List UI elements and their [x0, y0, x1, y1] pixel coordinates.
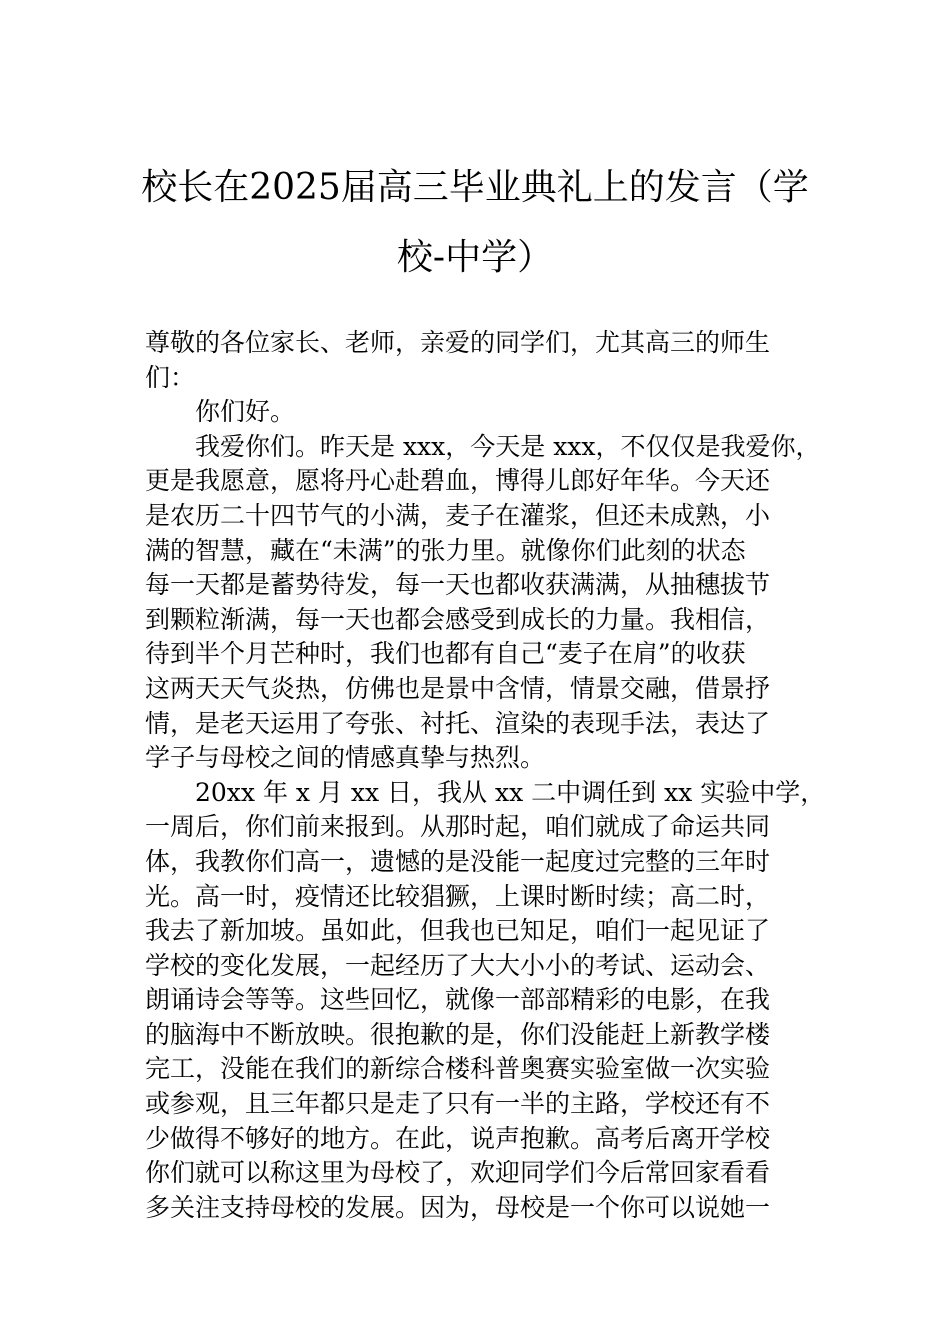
paragraph-line: 尊敬的各位家长、老师，亲爱的同学们，尤其高三的师生 — [145, 328, 771, 357]
paragraph-line: 光。高一时，疫情还比较猖獗，上课时断时续；高二时， — [145, 881, 771, 911]
paragraph-line: 学校的变化发展，一起经历了大大小小的考试、运动会、 — [145, 950, 771, 980]
paragraph-line: 们： — [145, 362, 196, 392]
paragraph-line: 学子与母校之间的情感真挚与热烈。 — [145, 743, 546, 773]
paragraph-line: 我去了新加坡。虽如此，但我也已知足，咱们一起见证了 — [145, 916, 771, 946]
paragraph-line: 多关注支持母校的发展。因为，母校是一个你可以说她一 — [145, 1192, 771, 1222]
title-line-1: 校长在2025届高三毕业典礼上的发言（学 — [141, 167, 809, 208]
paragraph-line: 你们好。 — [195, 397, 296, 427]
paragraph-line: 你们就可以称这里为母校了，欢迎同学们今后常回家看看 — [145, 1158, 771, 1188]
paragraph-line: 的脑海中不断放映。很抱歉的是，你们没能赶上新教学楼 — [145, 1019, 771, 1049]
paragraph-line: 完工，没能在我们的新综合楼科普奥赛实验室做一次实验 — [145, 1054, 771, 1084]
paragraph-line: 是农历二十四节气的小满，麦子在灌浆，但还未成熟，小 — [145, 500, 771, 530]
paragraph-line: 每一天都是蓄势待发，每一天也都收获满满，从抽穗拔节 — [145, 570, 771, 600]
paragraph-line: 更是我愿意，愿将丹心赴碧血，博得儿郎好年华。今天还 — [145, 466, 771, 496]
paragraph-line: 情，是老天运用了夸张、衬托、渲染的表现手法，表达了 — [145, 708, 771, 738]
paragraph-line: 这两天天气炎热，仿佛也是景中含情，情景交融，借景抒 — [145, 673, 771, 703]
paragraph-line: 体，我教你们高一，遗憾的是没能一起度过完整的三年时 — [145, 846, 771, 876]
paragraph-line: 或参观，且三年都只是走了只有一半的主路，学校还有不 — [145, 1089, 771, 1119]
paragraph-line: 待到半个月芒种时，我们也都有自己“麦子在肩”的收获 — [145, 639, 746, 669]
paragraph-line: 少做得不够好的地方。在此，说声抱歉。高考后离开学校 — [145, 1123, 771, 1153]
paragraph-line: 一周后，你们前来报到。从那时起，咱们就成了命运共同 — [145, 812, 771, 842]
paragraph-line: 满的智慧，藏在“未满”的张力里。就像你们此刻的状态 — [145, 535, 746, 565]
paragraph-line: 到颗粒渐满，每一天也都会感受到成长的力量。我相信， — [145, 604, 771, 634]
paragraph-line: 我爱你们。昨天是 xxx，今天是 xxx，不仅仅是我爱你， — [195, 431, 821, 461]
document-body — [145, 326, 826, 1225]
document-title — [100, 153, 850, 293]
title-line-2: 校-中学） — [396, 237, 554, 278]
paragraph-line: 朗诵诗会等等。这些回忆，就像一部部精彩的电影，在我 — [145, 985, 771, 1015]
paragraph-line: 20xx 年 x 月 xx 日，我从 xx 二中调任到 xx 实验中学， — [195, 777, 826, 807]
